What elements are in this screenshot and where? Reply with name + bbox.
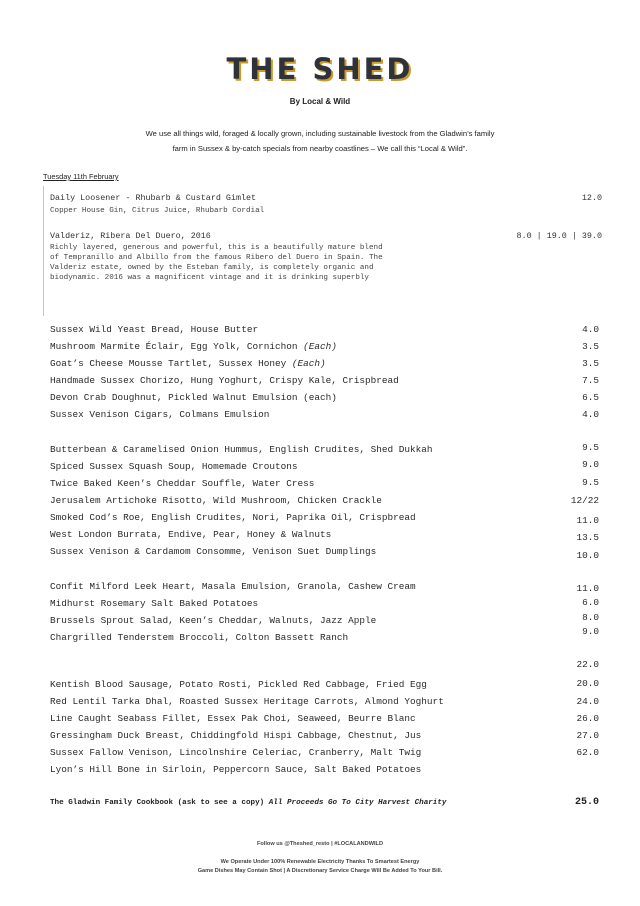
menu-item-name: Mushroom Marmite Éclair, Egg Yolk, Cornichon	[50, 341, 304, 352]
menu-item-name: Twice Baked Keen’s Cheddar Souffle, Water Cress	[50, 478, 315, 489]
menu-item-price: 11.0	[576, 583, 599, 594]
menu-item-price: 4.0	[582, 409, 599, 420]
menu-item-name: Devon Crab Doughnut, Pickled Walnut Emulsion (each)	[50, 392, 337, 403]
menu-item-price: 8.0	[582, 612, 599, 623]
cookbook-charity: All Proceeds Go To City Harvest Charity	[268, 799, 447, 807]
menu-item	[50, 375, 599, 392]
menu-item	[50, 392, 599, 409]
menu-item-price: 27.0	[576, 730, 599, 741]
menu-item-name: Sussex Fallow Venison, Lincolnshire Celeriac, Cranberry, Malt Twig	[50, 747, 422, 758]
menu-item	[50, 341, 599, 358]
menu-item-name: Handmade Sussex Chorizo, Hung Yoghurt, Crispy Kale, Crispbread	[50, 375, 399, 386]
menu-item-price: 9.0	[582, 626, 599, 637]
menu-item-name: Confit Milford Leek Heart, Masala Emulsion, Granola, Cashew Cream	[50, 581, 416, 592]
menu-item	[50, 444, 599, 461]
social-handle: Follow us @Theshed_resto | #LOCALANDWILD	[256, 841, 384, 847]
restaurant-logo-title: THE SHED	[226, 52, 414, 86]
wine-description-line: Valderiz estate, owned by the Esteban family, is completely organic and	[50, 264, 374, 272]
menu-item-price: 10.0	[576, 550, 599, 561]
menu-item-price: 9.0	[582, 459, 599, 470]
menu-item	[50, 358, 599, 375]
menu-item-price: 26.0	[576, 713, 599, 724]
menu-item	[50, 747, 599, 775]
footer-notice: Game Dishes May Contain Shot | A Discretionary Service Charge Will Be Added To Your Bill.	[197, 868, 443, 874]
menu-item-price: 13.5	[576, 532, 599, 543]
menu-item-price: 9.5	[582, 442, 599, 453]
menu-item-name: Gressingham Duck Breast, Chiddingfold Hispi Cabbage, Chestnut, Jus	[50, 730, 422, 741]
menu-item	[50, 478, 599, 495]
menu-item	[50, 598, 599, 615]
menu-item-price: 7.5	[582, 375, 599, 386]
intro-text	[90, 126, 550, 156]
menu-item	[50, 324, 599, 341]
menu-item	[50, 659, 599, 690]
menu-item-name: Sussex Wild Yeast Bread, House Butter	[50, 324, 259, 335]
menu-item-price: 12/22	[570, 495, 599, 506]
menu-item-note: (Each)	[303, 341, 337, 352]
menu-item	[50, 529, 599, 546]
menu-item	[50, 512, 599, 529]
menu-item-name: Goat’s Cheese Mousse Tartlet, Sussex Honey	[50, 358, 292, 369]
menu-item-note: (Each)	[291, 358, 326, 369]
menu-item-name: Jerusalem Artichoke Risotto, Wild Mushroom, Chicken Crackle	[50, 495, 382, 506]
menu-item	[50, 546, 599, 563]
menu-item	[50, 461, 599, 478]
menu-item-name: Butterbean & Caramelised Onion Hummus, English Crudites, Shed Dukkah	[50, 444, 433, 455]
menu-item	[50, 626, 599, 649]
menu-item-name: West London Burrata, Endive, Pear, Honey & Walnuts	[50, 529, 332, 540]
menu-item	[50, 409, 599, 426]
menu-item-name: Brussels Sprout Salad, Keen’s Cheddar, Walnuts, Jazz Apple	[50, 615, 377, 626]
menu-item-name: Red Lentil Tarka Dhal, Roasted Sussex Heritage Carrots, Almond Yoghurt	[50, 696, 444, 707]
menu-item	[50, 612, 599, 632]
footer-energy: We Operate Under 100% Renewable Electricity Thanks To Smartest Energy	[220, 859, 420, 865]
menu-item	[50, 495, 599, 512]
byline: By Local & Wild	[289, 97, 351, 106]
menu-item-name: Kentish Blood Sausage, Potato Rosti, Pickled Red Cabbage, Fried Egg	[50, 679, 427, 690]
menu-item-price: 11.0	[576, 515, 599, 526]
menu-item-name: Line Caught Seabass Fillet, Essex Pak Choi, Seaweed, Beurre Blanc	[50, 713, 416, 724]
cookbook-price: 25.0	[574, 797, 599, 808]
menu-date: Tuesday 11th February	[43, 172, 119, 181]
wine-description-line: Richly layered, generous and powerful, this is a beautifully mature blend	[50, 244, 383, 252]
menu-item-price: 6.0	[582, 597, 599, 608]
menu-item-price: 9.5	[582, 477, 599, 488]
menu-item-price: 24.0	[576, 696, 599, 707]
menu-item-price: 3.5	[582, 358, 599, 369]
cookbook-text: The Gladwin Family Cookbook (ask to see a copy)	[50, 799, 269, 807]
menu-item-name: Lyon’s Hill Bone in Sirloin, Peppercorn Sauce, Salt Baked Potatoes	[50, 764, 422, 775]
wine-description-line: biodynamic. 2016 was a magnificent vintage and it is drinking superbly	[50, 274, 369, 282]
menu-item-name: Sussex Venison Cigars, Colmans Emulsion	[50, 409, 270, 420]
menu-item-price: 6.5	[582, 392, 599, 403]
special-description: Copper House Gin, Citrus Juice, Rhubarb Cordial	[50, 207, 265, 215]
menu-item-name: Smoked Cod’s Roe, English Crudites, Nori, Paprika Oil, Crispbread	[50, 512, 416, 523]
menu-item-name: Chargrilled Tenderstem Broccoli, Colton Bassett Ranch	[50, 632, 349, 643]
menu-item-name: Sussex Venison & Cardamom Consomme, Venison Suet Dumplings	[50, 546, 377, 557]
wine-price: 8.0 | 19.0 | 39.0	[516, 231, 602, 241]
special-price: 12.0	[581, 193, 602, 203]
menu-item	[50, 581, 599, 598]
menu-item-name: Spiced Sussex Squash Soup, Homemade Croutons	[50, 461, 298, 472]
wine-description-line: of Tempranillo and Albillo from the famous Ribero del Duero in Spain. The	[50, 254, 383, 262]
wine-name: Valderiz, Ribera Del Duero, 2016	[50, 231, 211, 241]
menu-item-name: Midhurst Rosemary Salt Baked Potatoes	[50, 598, 259, 609]
menu-item-price: 62.0	[576, 747, 599, 758]
specials-block	[43, 186, 604, 316]
cookbook-note	[50, 799, 446, 807]
special-name: Daily Loosener - Rhubarb & Custard Gimlet	[50, 193, 257, 203]
intro-line-1: We use all things wild, foraged & locally grown, including sustainable livestock from the Gladwin’s family	[145, 129, 495, 138]
menu-item-price: 4.0	[582, 324, 599, 335]
menu-item-price: 20.0	[576, 678, 599, 689]
menu-item-price: 3.5	[582, 341, 599, 352]
intro-line-2: farm in Sussex & by-catch specials from nearby coastlines – We call this “Local & Wild”.	[172, 144, 468, 153]
menu-item-price: 22.0	[576, 659, 599, 670]
